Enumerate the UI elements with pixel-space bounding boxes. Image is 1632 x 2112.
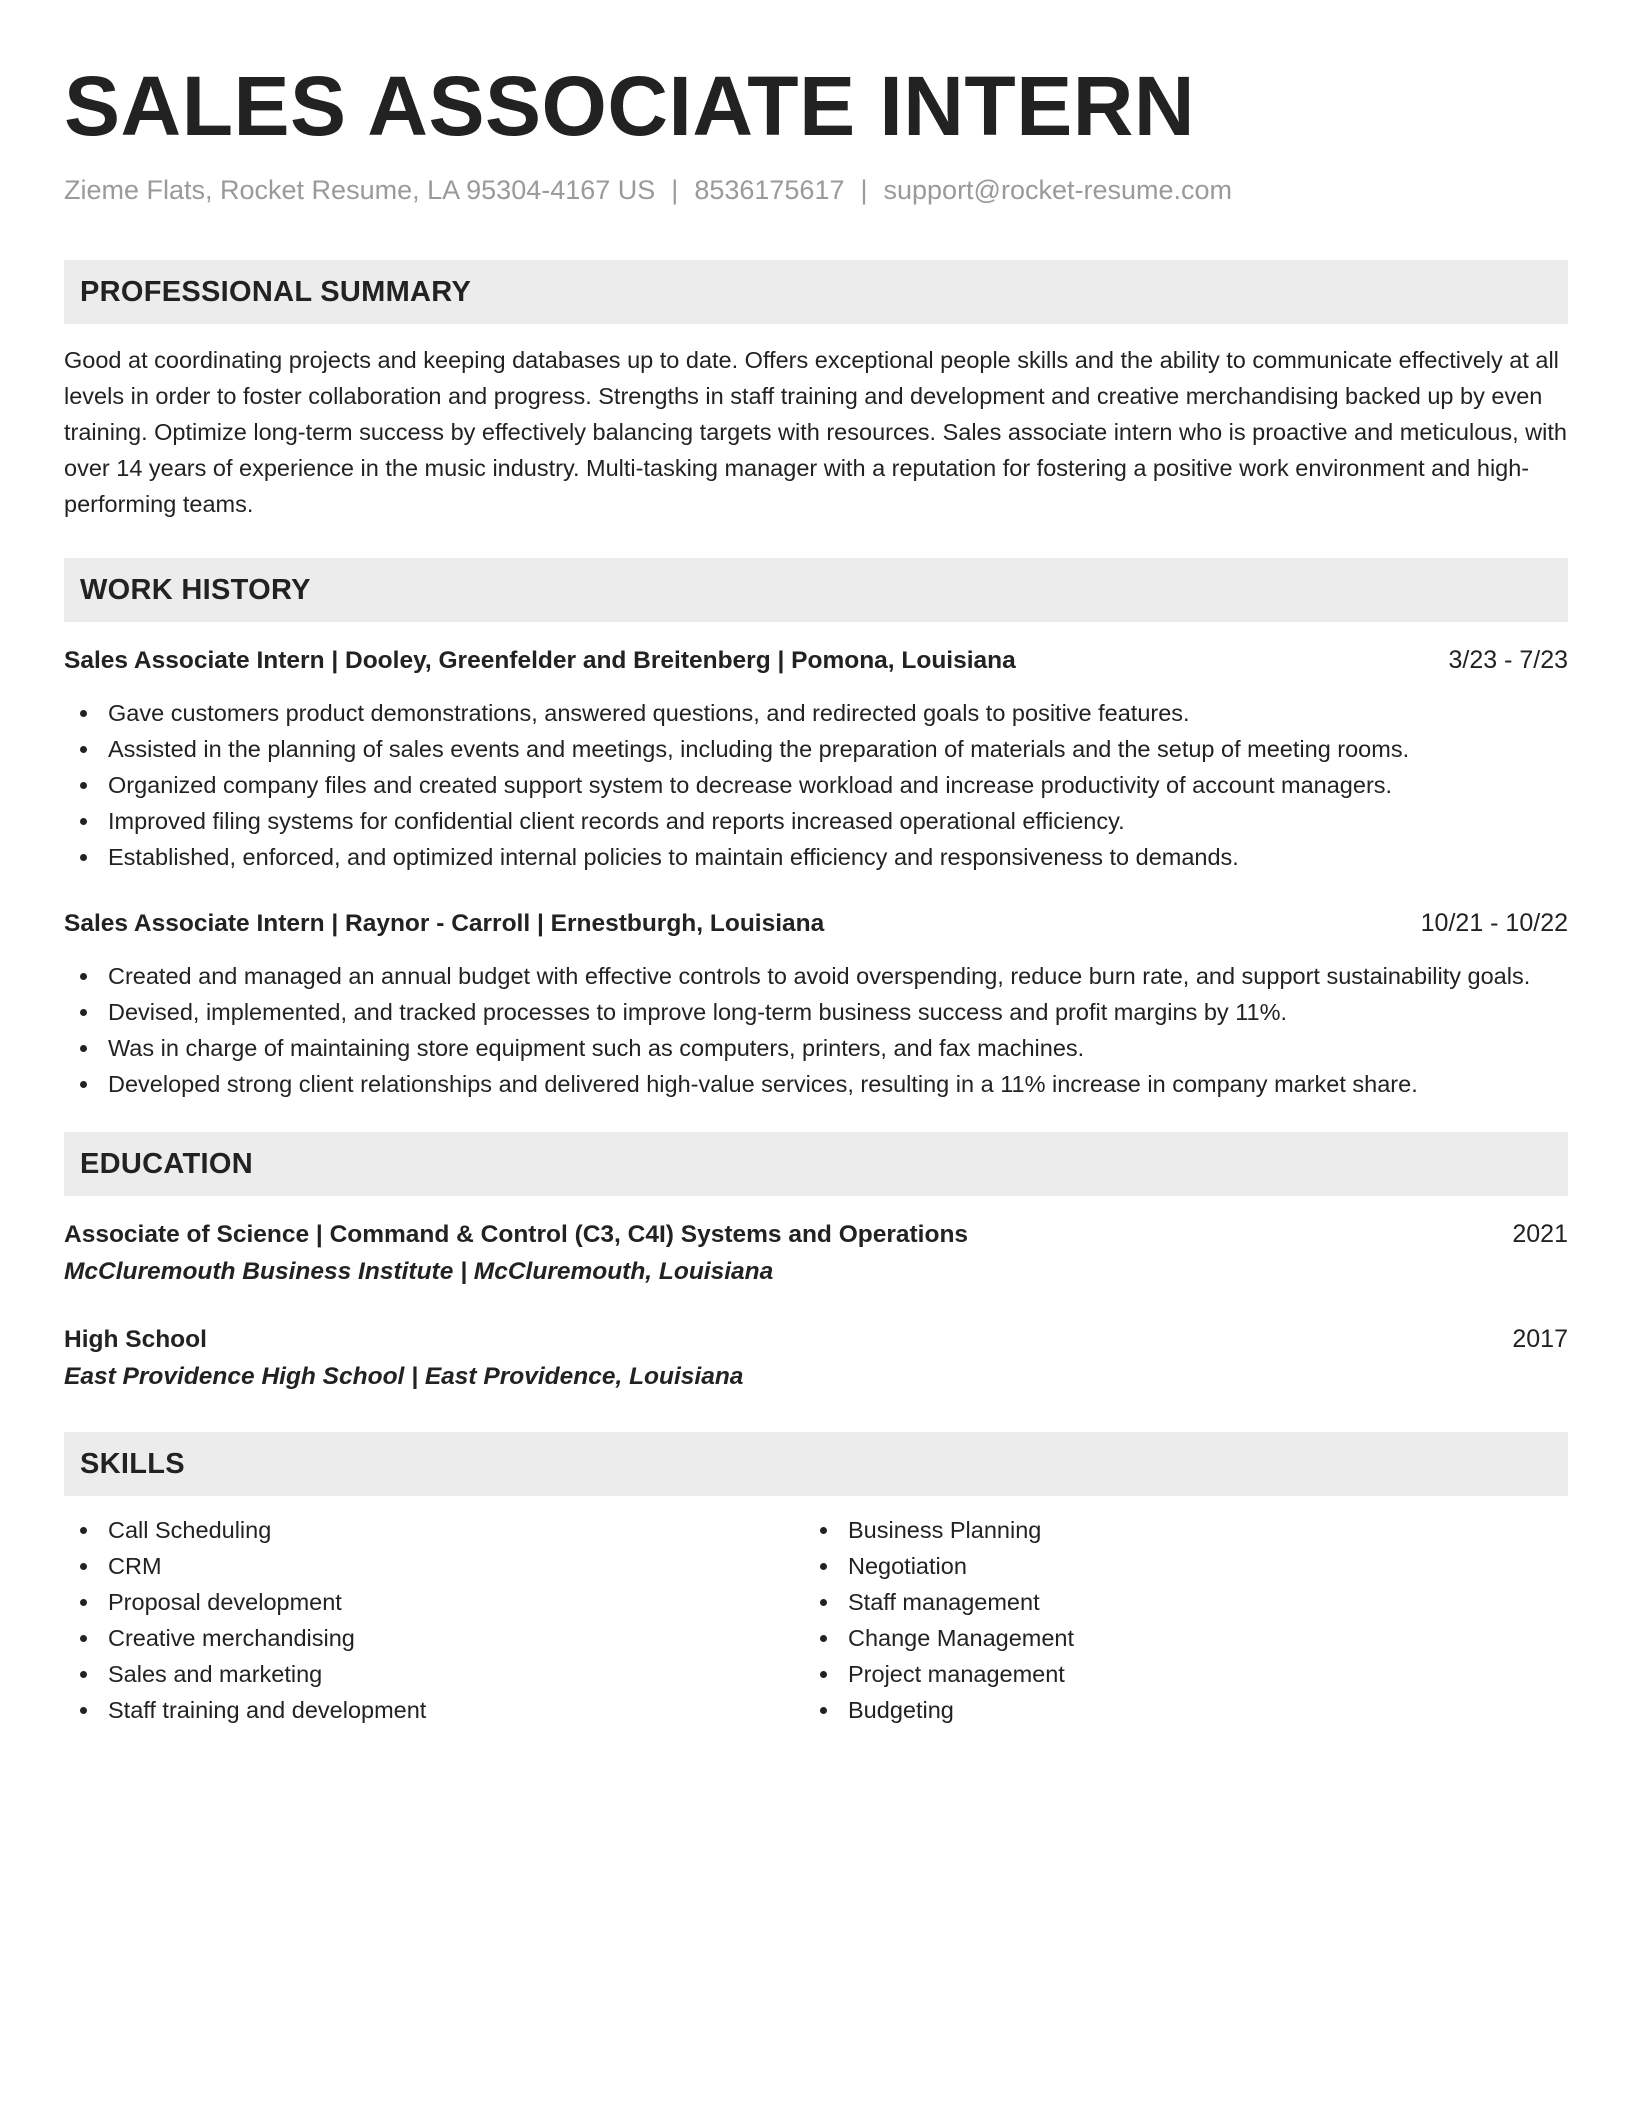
section-heading-education: EDUCATION bbox=[64, 1132, 1568, 1196]
education-entry bbox=[64, 1216, 1568, 1291]
education-school: McCluremouth Business Institute | McCluremouth, Louisiana bbox=[64, 1258, 774, 1285]
job-bullet: Established, enforced, and optimized internal policies to maintain efficiency and responsiveness to demands. bbox=[64, 839, 1568, 875]
job-bullets bbox=[64, 695, 1568, 875]
skill-item: Proposal development bbox=[64, 1584, 804, 1620]
section-heading-summary: PROFESSIONAL SUMMARY bbox=[64, 260, 1568, 324]
job-bullets bbox=[64, 958, 1568, 1102]
contact-address: Zieme Flats, Rocket Resume, LA 95304-4167 US bbox=[64, 175, 656, 205]
job-bullet: Improved filing systems for confidential client records and reports increased operational efficiency. bbox=[64, 803, 1568, 839]
job-bullet: Developed strong client relationships and delivered high-value services, resulting in a 11% increase in company market share. bbox=[64, 1066, 1568, 1102]
section-heading-skills: SKILLS bbox=[64, 1432, 1568, 1496]
job-entry bbox=[64, 642, 1568, 875]
job-dates: 10/21 - 10/22 bbox=[1420, 909, 1568, 937]
education-year: 2021 bbox=[1512, 1220, 1568, 1248]
skill-item: Creative merchandising bbox=[64, 1620, 804, 1656]
education-degree: Associate of Science | Command & Control (C3, C4I) Systems and Operations bbox=[64, 1221, 969, 1248]
skill-item: Sales and marketing bbox=[64, 1656, 804, 1692]
education-year: 2017 bbox=[1512, 1325, 1568, 1353]
education-school: East Providence High School | East Providence, Louisiana bbox=[64, 1363, 744, 1390]
job-title: Sales Associate Intern | Dooley, Greenfelder and Breitenberg | Pomona, Louisiana bbox=[64, 647, 1016, 674]
job-dates: 3/23 - 7/23 bbox=[1448, 646, 1568, 674]
job-bullet: Gave customers product demonstrations, answered questions, and redirected goals to positive features. bbox=[64, 695, 1568, 731]
contact-line bbox=[64, 170, 1568, 210]
skills-list-right bbox=[804, 1512, 1544, 1728]
education-entry bbox=[64, 1321, 1568, 1396]
summary-text: Good at coordinating projects and keeping databases up to date. Offers exceptional people skills and the ability to communicate effectively at all levels in order to foster collaboration and progress. Strengths in staff training and development and creative merchandising backed up by even training. Optimize long-term success by effectively balancing targets with resources. Sales associate intern who is proactive and meticulous, with over 14 years of experience in the music industry. Multi-tasking manager with a reputation for fostering a positive work environment and high-performing teams. bbox=[64, 347, 1567, 517]
skill-item: Change Management bbox=[804, 1620, 1544, 1656]
job-bullet: Devised, implemented, and tracked processes to improve long-term business success and profit margins by 11%. bbox=[64, 994, 1568, 1030]
contact-phone: 8536175617 bbox=[694, 175, 845, 205]
section-heading-work-history: WORK HISTORY bbox=[64, 558, 1568, 622]
job-bullet: Was in charge of maintaining store equipment such as computers, printers, and fax machines. bbox=[64, 1030, 1568, 1066]
skills-list-left bbox=[64, 1512, 804, 1728]
skill-item: Project management bbox=[804, 1656, 1544, 1692]
contact-email: support@rocket-resume.com bbox=[883, 175, 1233, 205]
contact-separator: | bbox=[671, 175, 679, 205]
skill-item: Call Scheduling bbox=[64, 1512, 804, 1548]
education-degree: High School bbox=[64, 1326, 207, 1353]
job-bullet: Created and managed an annual budget with effective controls to avoid overspending, reduce burn rate, and support sustainability goals. bbox=[64, 958, 1568, 994]
resume-name: SALES ASSOCIATE INTERN bbox=[64, 59, 1196, 153]
skill-item: Staff management bbox=[804, 1584, 1544, 1620]
skill-item: Negotiation bbox=[804, 1548, 1544, 1584]
skill-item: Staff training and development bbox=[64, 1692, 804, 1728]
job-bullet: Organized company files and created support system to decrease workload and increase productivity of account managers. bbox=[64, 767, 1568, 803]
skill-item: Business Planning bbox=[804, 1512, 1544, 1548]
job-title: Sales Associate Intern | Raynor - Carroll | Ernestburgh, Louisiana bbox=[64, 910, 825, 937]
skills-columns bbox=[64, 1512, 1568, 1728]
skill-item: Budgeting bbox=[804, 1692, 1544, 1728]
job-bullet: Assisted in the planning of sales events and meetings, including the preparation of materials and the setup of meeting rooms. bbox=[64, 731, 1568, 767]
job-entry bbox=[64, 905, 1568, 1102]
skill-item: CRM bbox=[64, 1548, 804, 1584]
contact-separator: | bbox=[860, 175, 868, 205]
